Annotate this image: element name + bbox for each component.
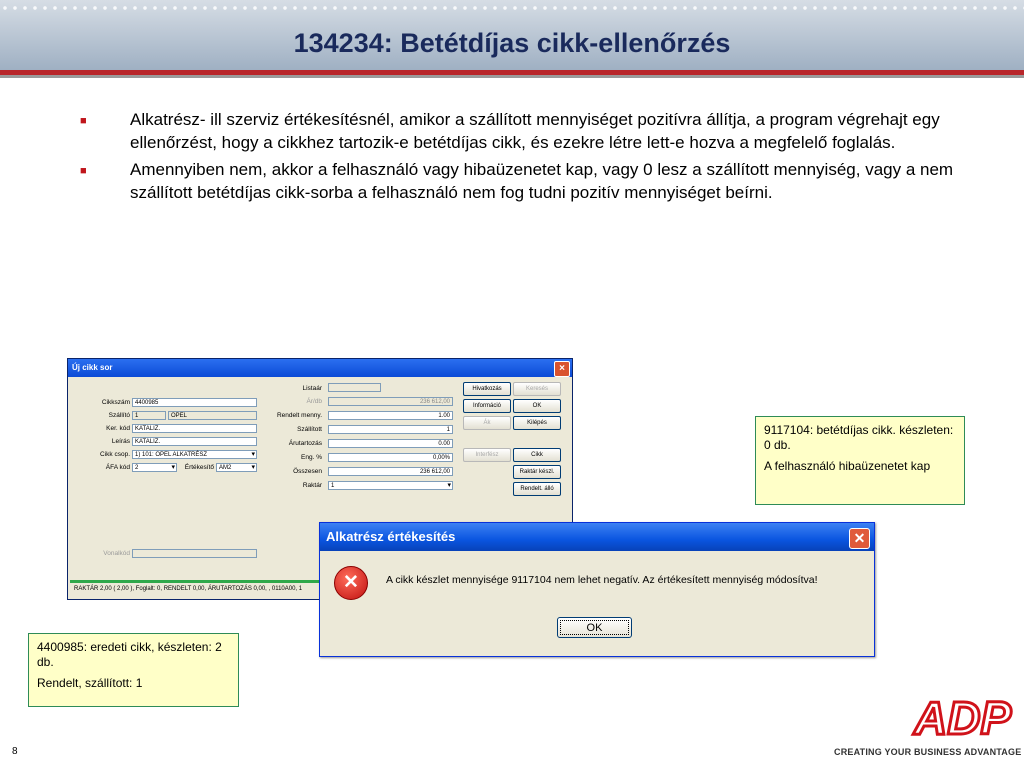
ertekesito-select[interactable]: AM2 ▾: [216, 463, 257, 472]
ak-button[interactable]: Ák: [463, 416, 511, 430]
label-rendelt: Rendelt menny.: [276, 412, 322, 419]
note-left-line: Rendelt, szállított: 1: [37, 676, 143, 690]
interfesz-button[interactable]: Interfész: [463, 448, 511, 462]
bullet-item: ■ Amennyiben nem, akkor a felhasználó vagy hibaüzenetet kap, vagy 0 lesz a szállított mennyiség, vagy a nem szállított betétdíjas cikk-sorba a felhasználó nem fog tudni pozitív mennyiséget beírni.: [80, 160, 954, 202]
note-left: [28, 633, 239, 707]
label-listaar: Listaár: [302, 385, 322, 392]
raktar-select[interactable]: 1 ▾: [328, 481, 453, 490]
header-rule-grey: [0, 75, 1024, 78]
arutartozas-field[interactable]: 0.00: [328, 439, 453, 448]
leiras-field[interactable]: KATALIZ.: [132, 437, 257, 446]
label-afa-kod: ÁFA kód: [105, 464, 130, 471]
bullet-square-icon: ■: [80, 165, 87, 177]
arvtb-field[interactable]: 236 612,00: [328, 397, 453, 406]
label-eng: Eng. %: [301, 454, 322, 461]
window-statusbar: RAKTÁR 2,00 ( 2,00 ), Foglalt: 0, RENDELT 0,00, ÁRUTARTOZÁS 0,00, , 0110A00, 1: [70, 580, 570, 597]
dialog-title: Alkatrész értékesítés: [326, 529, 456, 544]
szallito-name-field[interactable]: OPEL: [168, 411, 257, 420]
label-ertekesito: Értékesítő: [184, 464, 214, 471]
dialog-ok-button[interactable]: OK: [557, 617, 632, 638]
label-szallitott: Szállított: [297, 426, 322, 433]
adp-logo: [910, 690, 1018, 742]
label-arvtb: Ár/db: [306, 398, 322, 405]
label-vonalkod: Vonalkód: [103, 550, 130, 557]
rendelt-field[interactable]: 1.00: [328, 411, 453, 420]
note-right-line: 9117104: betétdíjas cikk. készleten: 0 db.: [764, 423, 954, 452]
label-osszesen: Összesen: [293, 468, 322, 475]
cikk-csop-select[interactable]: 1) 101: OPEL ALKATRÉSZ ▾: [132, 450, 257, 459]
listaar-field[interactable]: [328, 383, 381, 392]
tagline: CREATING YOUR BUSINESS ADVANTAGE: [834, 747, 1022, 757]
rendelt-allo-button[interactable]: Rendelt. álló: [513, 482, 561, 496]
kereses-button[interactable]: Keresés: [513, 382, 561, 396]
kilepes-button[interactable]: Kilépés: [513, 416, 561, 430]
cikkszam-field[interactable]: 4400985: [132, 398, 257, 407]
note-right: [755, 416, 965, 505]
label-cikkszam: Cikkszám: [101, 399, 130, 406]
osszesen-field[interactable]: 236 612,00: [328, 467, 453, 476]
label-szallito: Szállító: [108, 412, 130, 419]
label-leiras: Leírás: [111, 438, 130, 445]
slide-header: [0, 0, 1024, 70]
note-right-line: A felhasználó hibaüzenetet kap: [764, 459, 931, 473]
page-number: 8: [12, 746, 18, 757]
eng-field[interactable]: 0,00%: [328, 453, 453, 462]
dialog-titlebar: [320, 523, 874, 551]
label-raktar: Raktár: [302, 482, 322, 489]
error-icon: ✕: [334, 566, 368, 600]
logo-text: ADP: [914, 692, 1012, 742]
szallitott-field[interactable]: 1: [328, 425, 453, 434]
header-dot-pattern: [0, 3, 1024, 13]
label-arutartozas: Árutartozás: [288, 440, 322, 447]
bullet-item: ■ Alkatrész- ill szerviz értékesítésnél, amikor a szállított mennyiséget pozitívra állítja, a program végrehajt egy ellenőrzést, hogy a cikkhez tartozik-e betétdíjas cikk, és ezekre létre lett-e hozva a megfelelő foglalás.: [80, 110, 940, 152]
ker-kod-field[interactable]: KATALIZ.: [132, 424, 257, 433]
afa-kod-select[interactable]: 2 ▾: [132, 463, 177, 472]
bullet-list: [80, 108, 960, 208]
hivatkozas-button[interactable]: Hivatkozás: [463, 382, 511, 396]
ok-button[interactable]: OK: [513, 399, 561, 413]
bullet-square-icon: ■: [80, 115, 87, 127]
slide-title: 134234: Betétdíjas cikk-ellenőrzés: [293, 28, 731, 58]
error-dialog: [319, 522, 875, 657]
close-icon[interactable]: ×: [554, 361, 570, 377]
window-title: Új cikk sor: [72, 363, 113, 372]
szallito-code-field[interactable]: 1: [132, 411, 166, 420]
window-titlebar: [68, 359, 572, 377]
informacio-button[interactable]: Információ: [463, 399, 511, 413]
cikk-button[interactable]: Cikk: [513, 448, 561, 462]
vonalkod-field[interactable]: [132, 549, 257, 558]
note-left-line: 4400985: eredeti cikk, készleten: 2 db.: [37, 640, 222, 669]
raktar-keszl-button[interactable]: Raktár készl.: [513, 465, 561, 479]
label-cikk-csop: Cikk csop.: [100, 451, 130, 458]
close-icon[interactable]: ✕: [849, 528, 870, 549]
label-ker-kod: Ker. kód: [106, 425, 130, 432]
dialog-message: A cikk készlet mennyisége 9117104 nem lehet negatív. Az értékesített mennyiség módosítva!: [386, 574, 818, 586]
